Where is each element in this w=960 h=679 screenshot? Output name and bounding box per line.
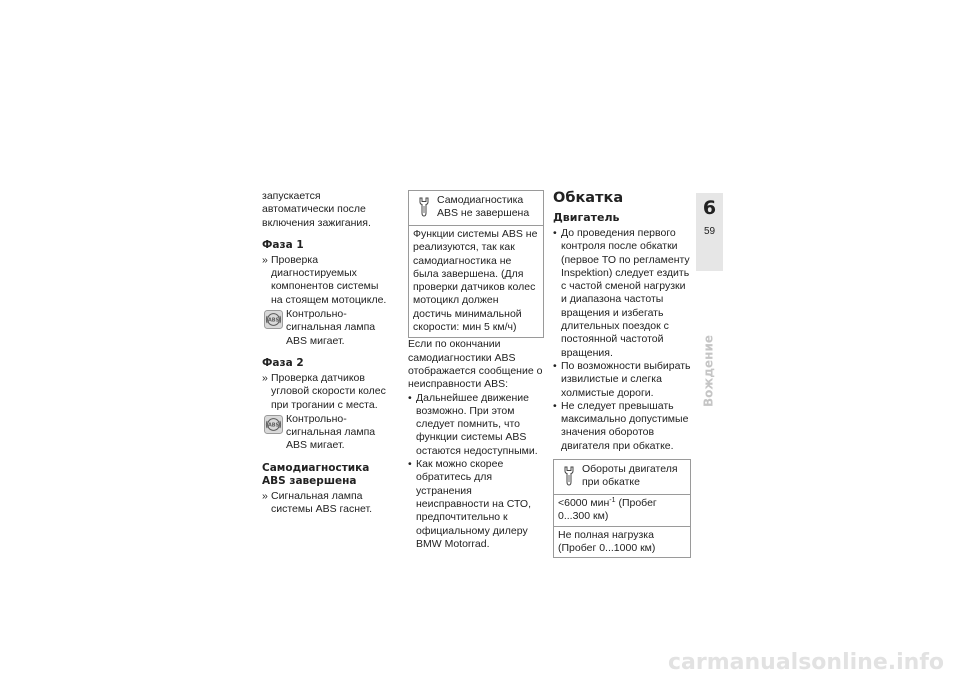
phase-1-step [262, 254, 390, 307]
bullet-dot: • [553, 359, 557, 372]
info-box-body: Функции системы ABS не реализуются, так как самодиагностика не была завершена. (Для проверки датчиков колес мотоцикл должен достичь минимальной скорости: мин 5 км/ч) [413, 228, 538, 334]
rpm-unit-exponent: -1 [609, 497, 616, 505]
list-item-text: Дальнейшее движение возможно. При этом следует помнить, что функции системы ABS остаются недоступными. [416, 391, 538, 457]
wrench-service-icon [418, 197, 430, 217]
fault-message-paragraph: Если по окончании самодиагностики ABS отображается сообщение о неисправности ABS: [408, 338, 543, 391]
bullet-dot: • [553, 227, 557, 239]
phase-1-lamp-note [262, 308, 390, 348]
break-in-rpm-box [553, 459, 691, 558]
info-box-title: Самодиагностика ABS не завершена [437, 194, 530, 220]
phase-1-step-text: Проверка диагностируемых компонентов системы на стоящем мотоцикле. [271, 253, 387, 306]
self-diagnosis-complete-heading: Самодиагностика ABS завершена [262, 461, 370, 487]
rpm-mileage: (Пробег 0...300 км) [558, 497, 657, 523]
subsection-heading: Двигатель [553, 211, 620, 224]
bullet-dot: • [408, 458, 412, 471]
list-item-text: Как можно скорее обратитесь для устранения неисправности на СТО, предпочтительно к официальному дилеру BMW Motorrad. [416, 458, 531, 550]
intro-text: запускается автоматически после включения зажигания. [262, 190, 371, 229]
phase-2-step [262, 372, 390, 412]
wrench-service-icon [563, 466, 575, 486]
section-title-text: Вождение [701, 335, 716, 407]
rpm-box-header [554, 460, 690, 495]
phase-2-lamp-note [262, 413, 390, 453]
column-2 [408, 190, 544, 551]
info-box-header [409, 191, 543, 226]
bullet-dot: • [408, 391, 412, 404]
list-item-text: По возможности выбирать извилистые и слегка холмистые дороги. [561, 359, 691, 399]
svg-text:ABS: ABS [267, 422, 280, 429]
complete-step-text: Сигнальная лампа системы ABS гаснет. [271, 489, 373, 516]
list-item-text: Не следует превышать максимально допустимые значения оборотов двигателя при обкатке. [561, 399, 689, 452]
load-limit-row: Не полная нагрузка (Пробег 0...1000 км) [558, 528, 656, 554]
list-item [408, 458, 544, 551]
rpm-value: <6000 мин [558, 497, 610, 510]
phase-2-heading: Фаза 2 [262, 356, 304, 369]
watermark: carmanualsonline.info [668, 650, 944, 675]
phase-1-lamp-text: Контрольно-сигнальная лампа ABS мигает. [286, 308, 376, 347]
page-number: 59 [703, 226, 716, 237]
rpm-limit-row [554, 495, 690, 527]
svg-text:ABS: ABS [267, 317, 280, 324]
list-item [553, 400, 691, 453]
phase-1-heading: Фаза 1 [262, 238, 304, 251]
bullet-dot: • [553, 399, 557, 412]
list-item [553, 227, 691, 360]
abs-warning-lamp-icon [264, 415, 283, 434]
rpm-box-title: Обороты двигателя при обкатке [582, 463, 678, 489]
phase-2-lamp-text: Контрольно-сигнальная лампа ABS мигает. [286, 412, 376, 452]
column-3 [553, 190, 691, 558]
list-item [553, 360, 691, 400]
step-marker: » [262, 489, 268, 502]
abs-warning-lamp-icon [264, 310, 283, 329]
step-marker: » [262, 253, 268, 266]
section-title-vertical [700, 336, 718, 406]
self-diagnosis-info-box [408, 190, 544, 338]
section-heading: Обкатка [553, 190, 624, 206]
complete-step [262, 490, 390, 517]
list-item-text: До проведения первого контроля после обкатки (первое ТО по регламенту Inspektion) следует ездить с частой сменой нагрузки и диапазона частоты вращения и избегать длительных поездок с постоянной частотой вращения. [561, 227, 690, 359]
step-marker: » [262, 371, 268, 384]
phase-2-step-text: Проверка датчиков угловой скорости колес при трогании с места. [271, 371, 386, 411]
list-item [408, 392, 544, 458]
column-1 [262, 190, 390, 516]
chapter-number: 6 [702, 197, 717, 219]
chapter-tab [696, 193, 723, 271]
